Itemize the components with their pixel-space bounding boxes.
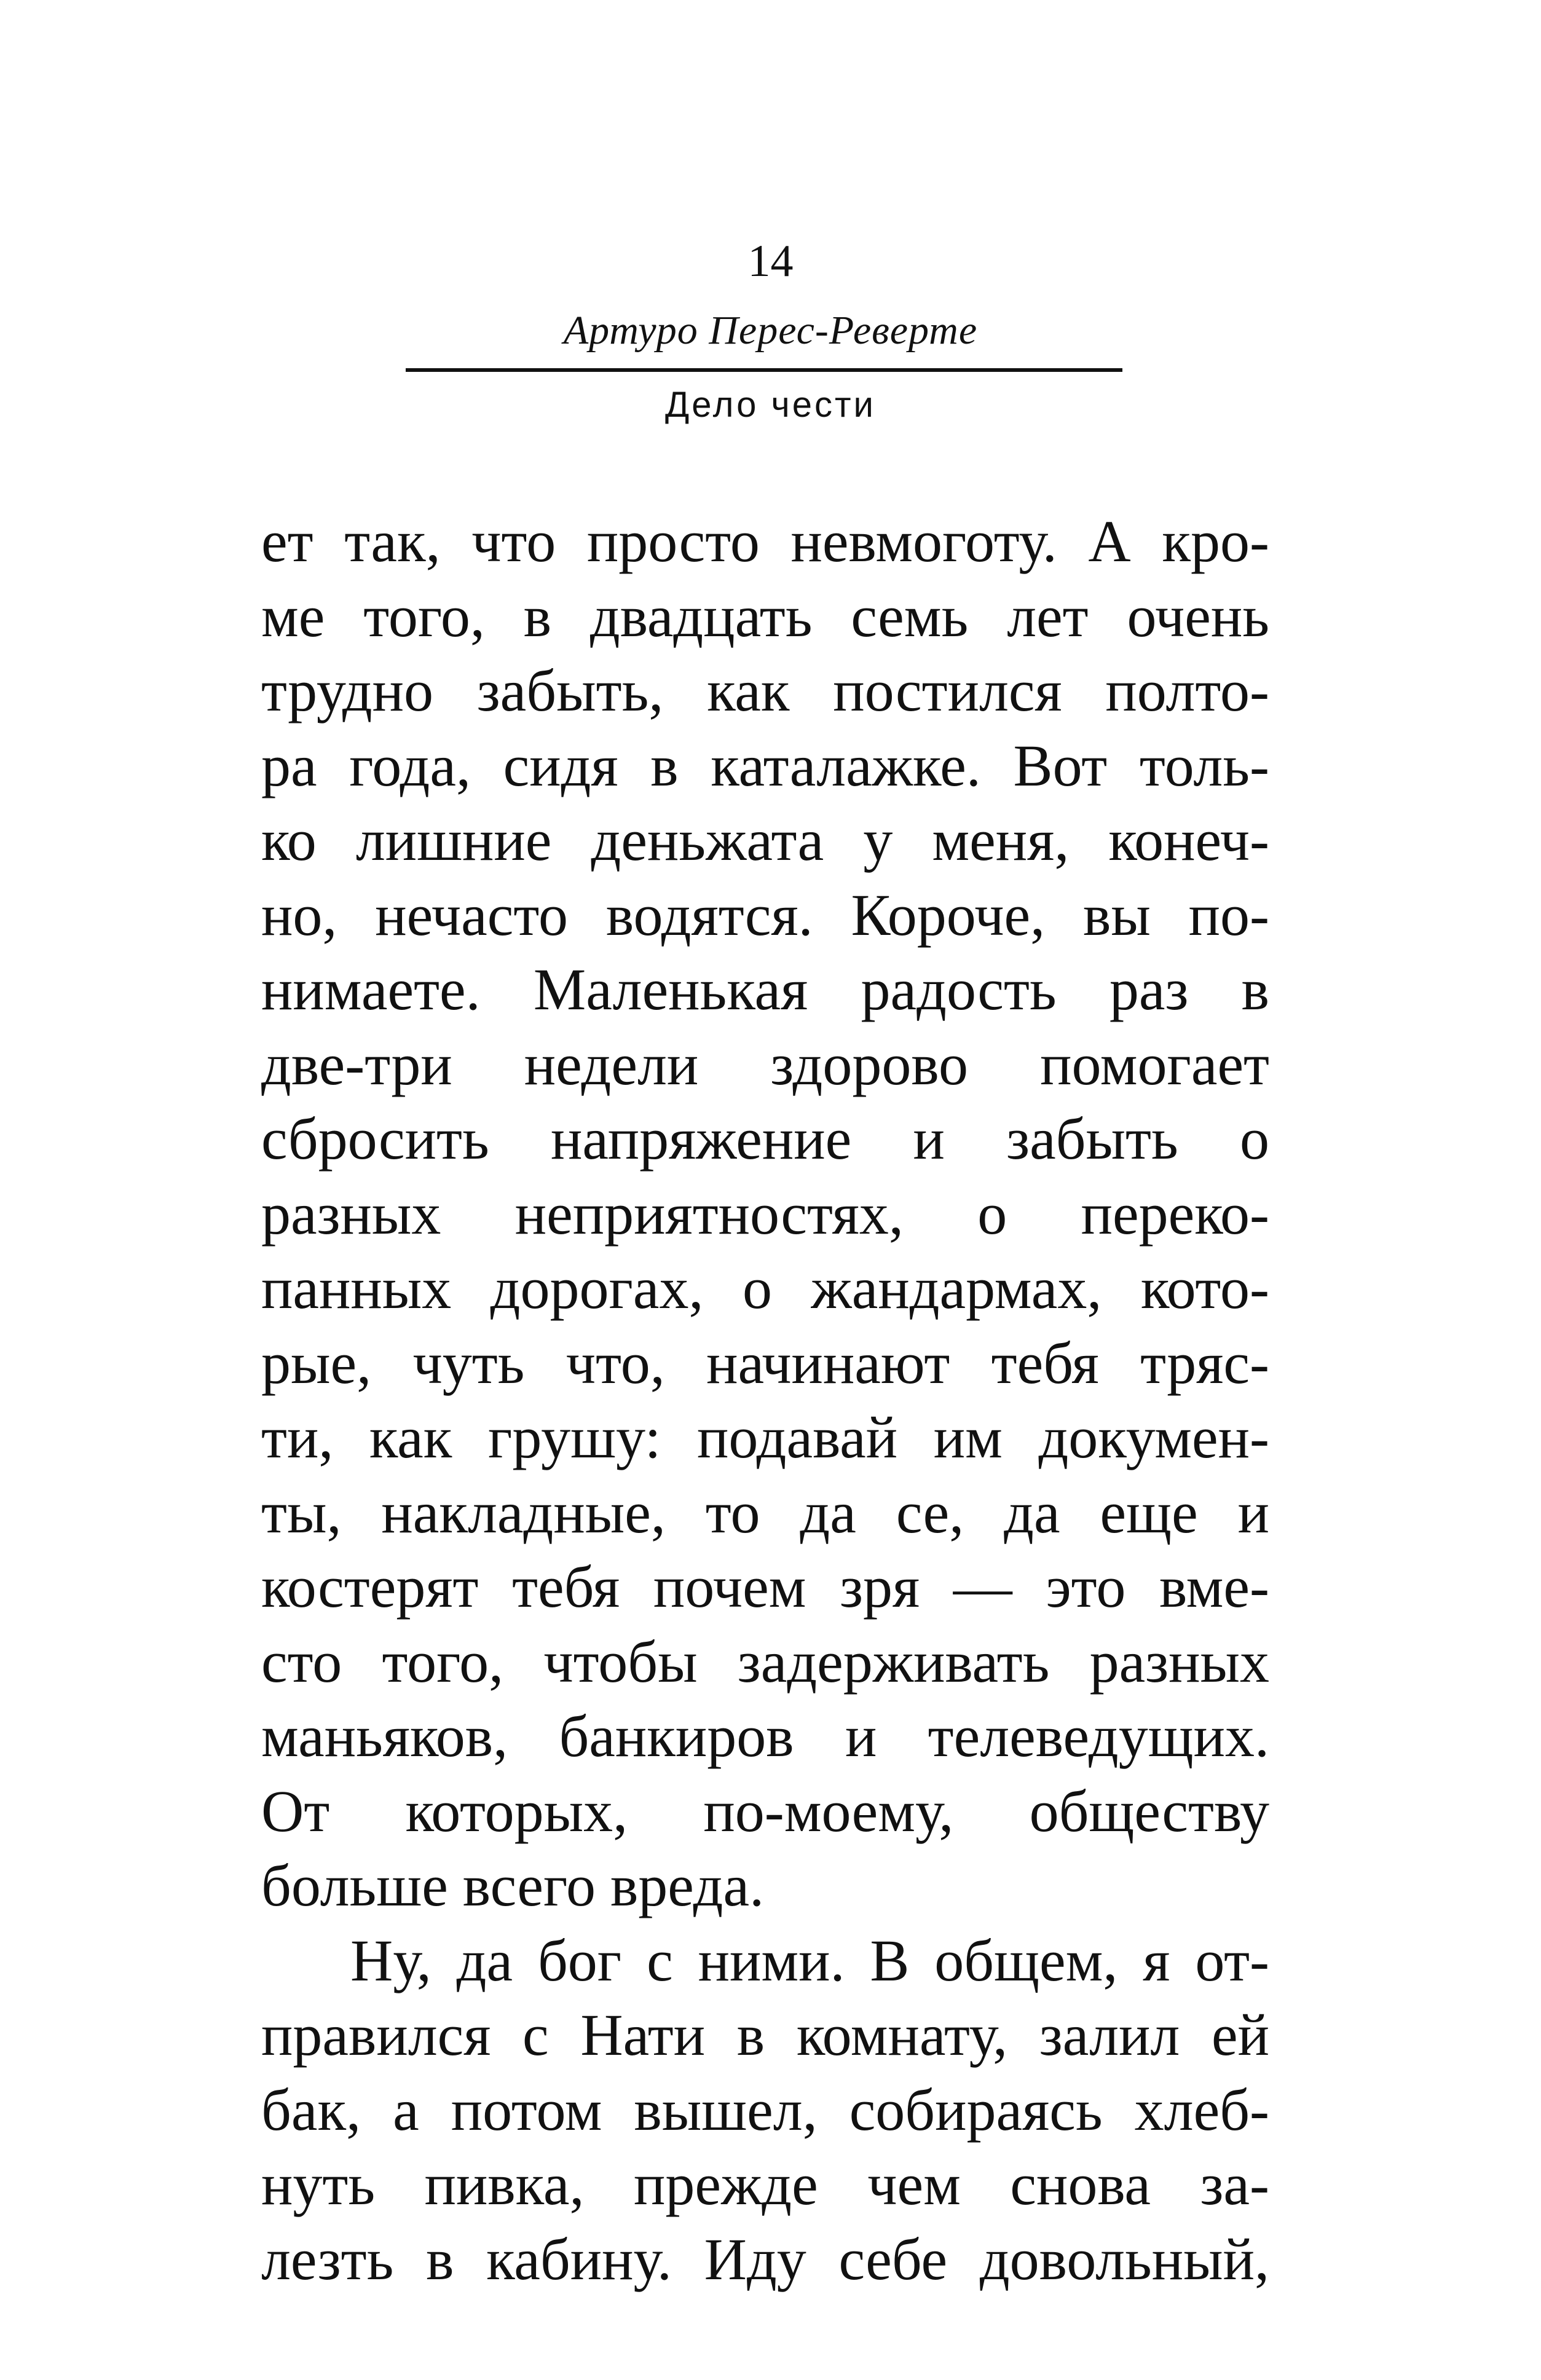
- page-number: 14: [747, 236, 794, 286]
- paragraph: [261, 504, 1269, 1923]
- text-line: сбросить напряжение и забыть о: [261, 1106, 1269, 1172]
- text-line: но, нечасто водятся. Короче, вы по-: [261, 881, 1269, 948]
- text-line: Ну, да бог с ними. В общем, я от-: [350, 1927, 1269, 1993]
- text-line: ты, накладные, то да се, да еще и: [261, 1479, 1269, 1545]
- text-line: две-три недели здорово помогает: [261, 1031, 1269, 1097]
- text-line: ет так, что просто невмоготу. А кро-: [261, 508, 1269, 574]
- text-line: нимаете. Маленькая радость раз в: [261, 956, 1269, 1022]
- text-line: От которых, по-моему, обществу: [261, 1778, 1269, 1844]
- text-line: рые, чуть что, начинают тебя тряс-: [261, 1330, 1269, 1396]
- paragraph: [261, 1923, 1269, 2297]
- text-line: ко лишние деньжата у меня, конеч-: [261, 807, 1269, 873]
- text-line: ти, как грушу: подавай им докумен-: [261, 1405, 1269, 1470]
- running-head-title: Дело чести: [665, 385, 876, 425]
- text-line: ме того, в двадцать семь лет очень: [261, 583, 1269, 649]
- text-line: больше всего вреда.: [261, 1853, 765, 1918]
- text-line: разных неприятностях, о переко-: [261, 1180, 1269, 1247]
- text-line: лезть в кабину. Иду себе довольный,: [261, 2226, 1269, 2292]
- text-line: бак, а потом вышел, собираясь хлеб-: [261, 2076, 1269, 2143]
- text-line: костерят тебя почем зря — это вме-: [261, 1554, 1269, 1620]
- running-head-author: Артуро Перес-Реверте: [563, 308, 978, 353]
- text-line: трудно забыть, как постился полто-: [261, 658, 1269, 723]
- text-line: нуть пивка, прежде чем снова за-: [261, 2151, 1269, 2217]
- text-line: ра года, сидя в каталажке. Вот толь-: [261, 732, 1269, 798]
- body-text: [261, 504, 1269, 2296]
- header-divider: [406, 368, 1122, 372]
- text-line: правился с Нати в комнату, залил ей: [261, 2002, 1269, 2068]
- text-line: панных дорогах, о жандармах, кото-: [261, 1255, 1269, 1321]
- text-line: сто того, чтобы задерживать разных: [261, 1628, 1269, 1695]
- text-line: маньяков, банкиров и телеведущих.: [261, 1703, 1269, 1769]
